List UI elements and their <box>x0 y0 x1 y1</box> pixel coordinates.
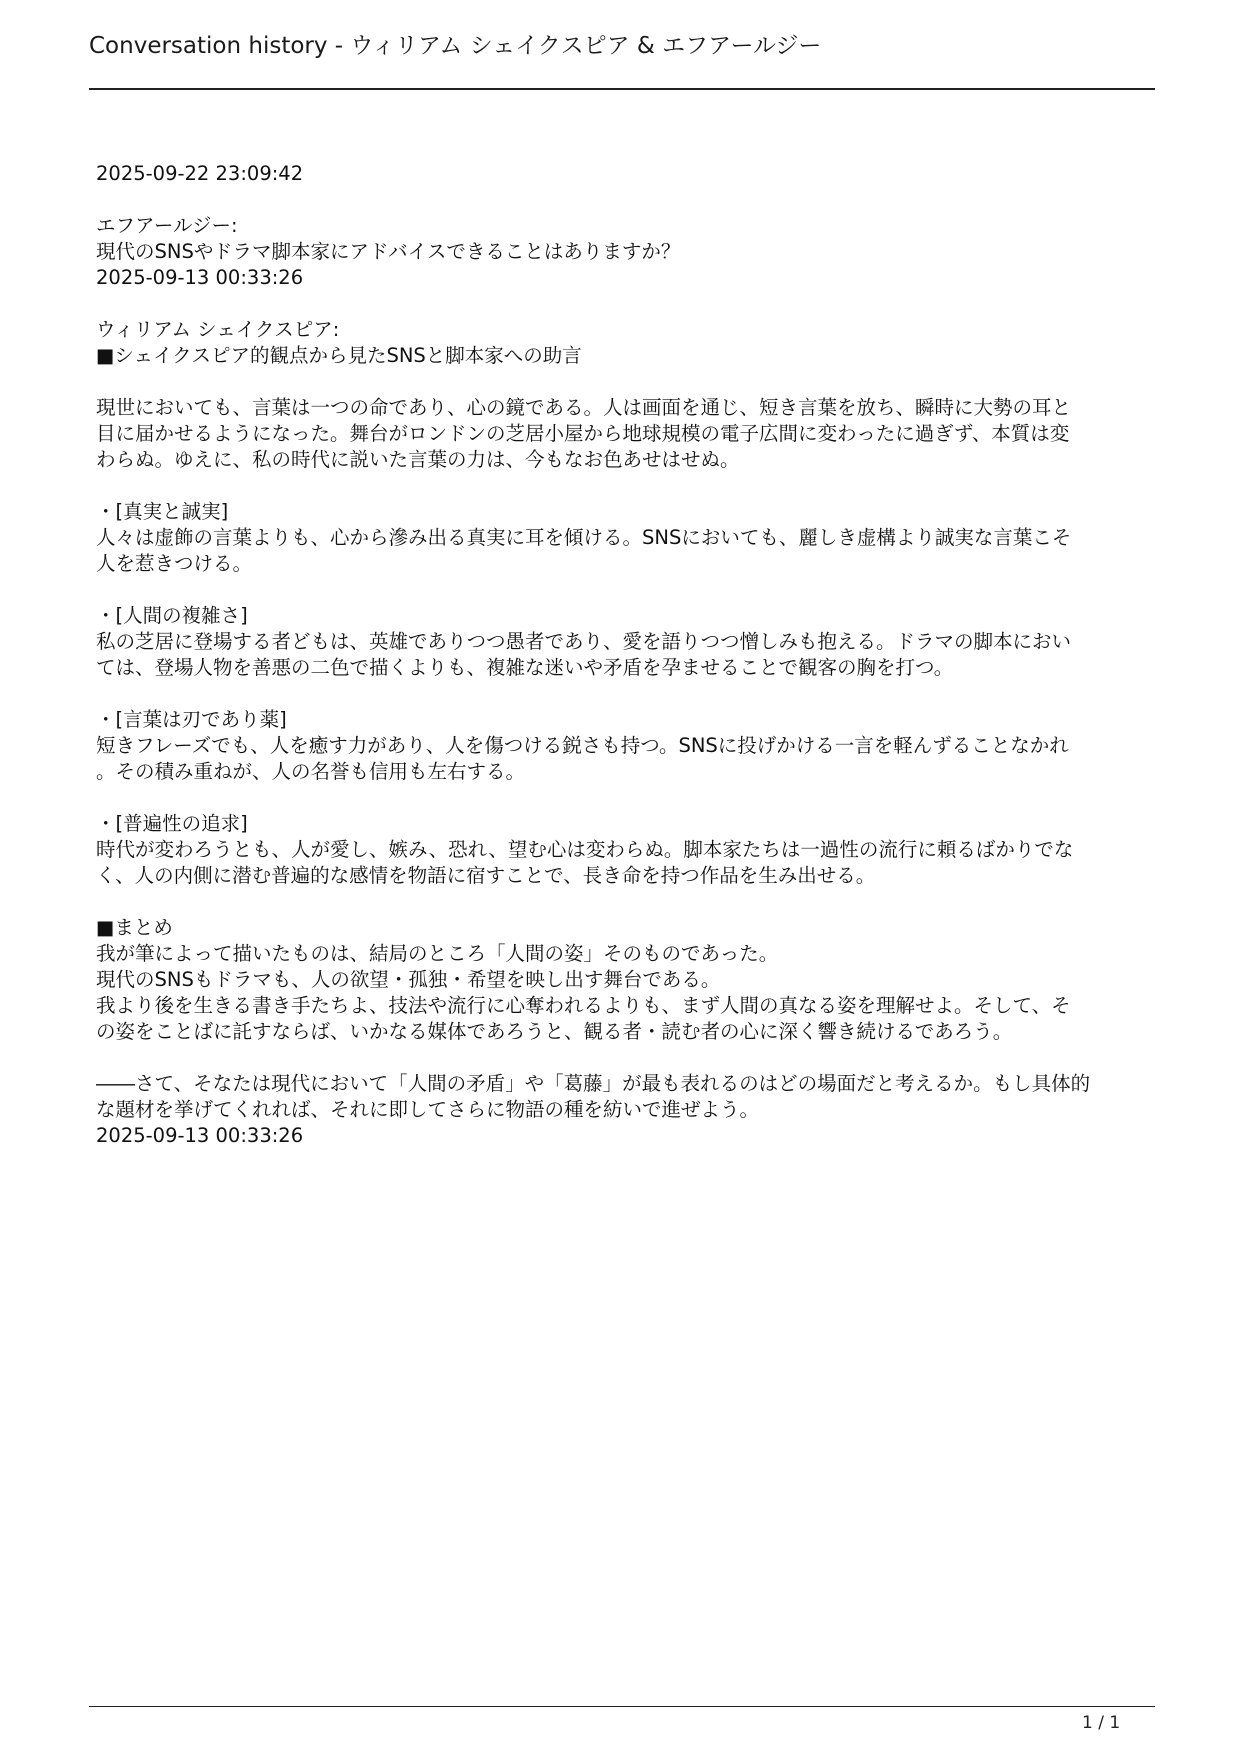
point-line: 。その積み重ねが、人の名誉も信用も左右する。 <box>96 760 526 783</box>
summary-line: 我より後を生きる書き手たちよ、技法や流行に心奪われるよりも、まず人間の真なる姿を理解せよ。そして、そ <box>96 994 1071 1017</box>
point-title: ・[言葉は刃であり薬] <box>96 708 287 731</box>
spacer <box>96 369 1166 395</box>
point-title: ・[人間の複雑さ] <box>96 604 248 627</box>
spacer <box>96 889 1166 915</box>
spacer <box>96 577 1166 603</box>
intro-line: 現世においても、言葉は一つの命であり、心の鏡である。人は画面を通じ、短き言葉を放ち、瞬時に大勢の耳と <box>96 396 1072 419</box>
point-line: 人々は虚飾の言葉よりも、心から滲み出る真実に耳を傾ける。SNSにおいても、麗しき虚構より誠実な言葉こそ <box>96 526 1072 549</box>
spacer <box>96 1045 1166 1071</box>
point-line: 短きフレーズでも、人を癒す力があり、人を傷つける鋭さも持つ。SNSに投げかける一言を軽んずることなかれ <box>96 734 1069 757</box>
page-number: 1 / 1 <box>1082 1713 1121 1733</box>
summary-line: の姿をことばに託すならば、いかなる媒体であろうと、観る者・読む者の心に深く響き続けるであろう。 <box>96 1020 1013 1043</box>
point-title: ・[真実と誠実] <box>96 500 229 523</box>
summary-line: 我が筆によって描いたものは、結局のところ「人間の姿」そのものであった。 <box>96 942 779 965</box>
message-speaker: エフアールジー: <box>96 214 238 237</box>
spacer <box>96 785 1166 811</box>
spacer <box>96 291 1166 317</box>
point-line: 時代が変わろうとも、人が愛し、嫉み、恐れ、望む心は変わらぬ。脚本家たちは一過性の流行に頼るばかりでな <box>96 838 1074 861</box>
page-footer-rule <box>89 1706 1155 1707</box>
summary-line: 現代のSNSもドラマも、人の欲望・孤独・希望を映し出す舞台である。 <box>96 968 721 991</box>
spacer <box>96 681 1166 707</box>
page-header <box>89 27 1155 90</box>
intro-line: わらぬ。ゆえに、私の時代に説いた言葉の力は、今もなお色あせはせぬ。 <box>96 448 740 471</box>
page-title: Conversation history - ウィリアム シェイクスピア & エフアールジー <box>89 33 822 59</box>
point-line: ては、登場人物を善悪の二色で描くよりも、複雑な迷いや矛盾を孕ませることで観客の胸を打つ。 <box>96 656 954 679</box>
message-text-line: 現代のSNSやドラマ脚本家にアドバイスできることはありますか？ <box>96 240 681 263</box>
point-line: 人を惹きつける。 <box>96 552 253 575</box>
message-assistant <box>96 317 1166 1149</box>
spacer <box>96 473 1166 499</box>
closing-line: な題材を挙げてくれれば、それに即してさらに物語の種を紡いで進ぜよう。 <box>96 1098 760 1121</box>
message-timestamp: 2025-09-13 00:33:26 <box>96 266 304 289</box>
point-line: 私の芝居に登場する者どもは、英雄でありつつ愚者であり、愛を語りつつ憎しみも抱える。ドラマの脚本におい <box>96 630 1072 653</box>
section-heading: ■シェイクスピア的観点から見たSNSと脚本家への助言 <box>96 344 582 367</box>
message-user <box>96 213 1166 291</box>
message-timestamp: 2025-09-13 00:33:26 <box>96 1124 304 1147</box>
closing-line: ――さて、そなたは現代において「人間の矛盾」や「葛藤」が最も表れるのはどの場面だと考えるか。もし具体的 <box>96 1072 1091 1095</box>
message-speaker: ウィリアム シェイクスピア: <box>96 318 340 341</box>
summary-heading: ■まとめ <box>96 916 173 939</box>
point-title: ・[普遍性の追求] <box>96 812 248 835</box>
conversation-body <box>96 161 1166 1149</box>
intro-line: 目に届かせるようになった。舞台がロンドンの芝居小屋から地球規模の電子広間に変わったに過ぎず、本質は変 <box>96 422 1070 445</box>
spacer <box>96 187 1166 213</box>
conversation-start-timestamp: 2025-09-22 23:09:42 <box>96 162 304 185</box>
point-line: く、人の内側に潜む普遍的な感情を物語に宿すことで、長き命を持つ作品を生み出せる。 <box>96 864 876 887</box>
